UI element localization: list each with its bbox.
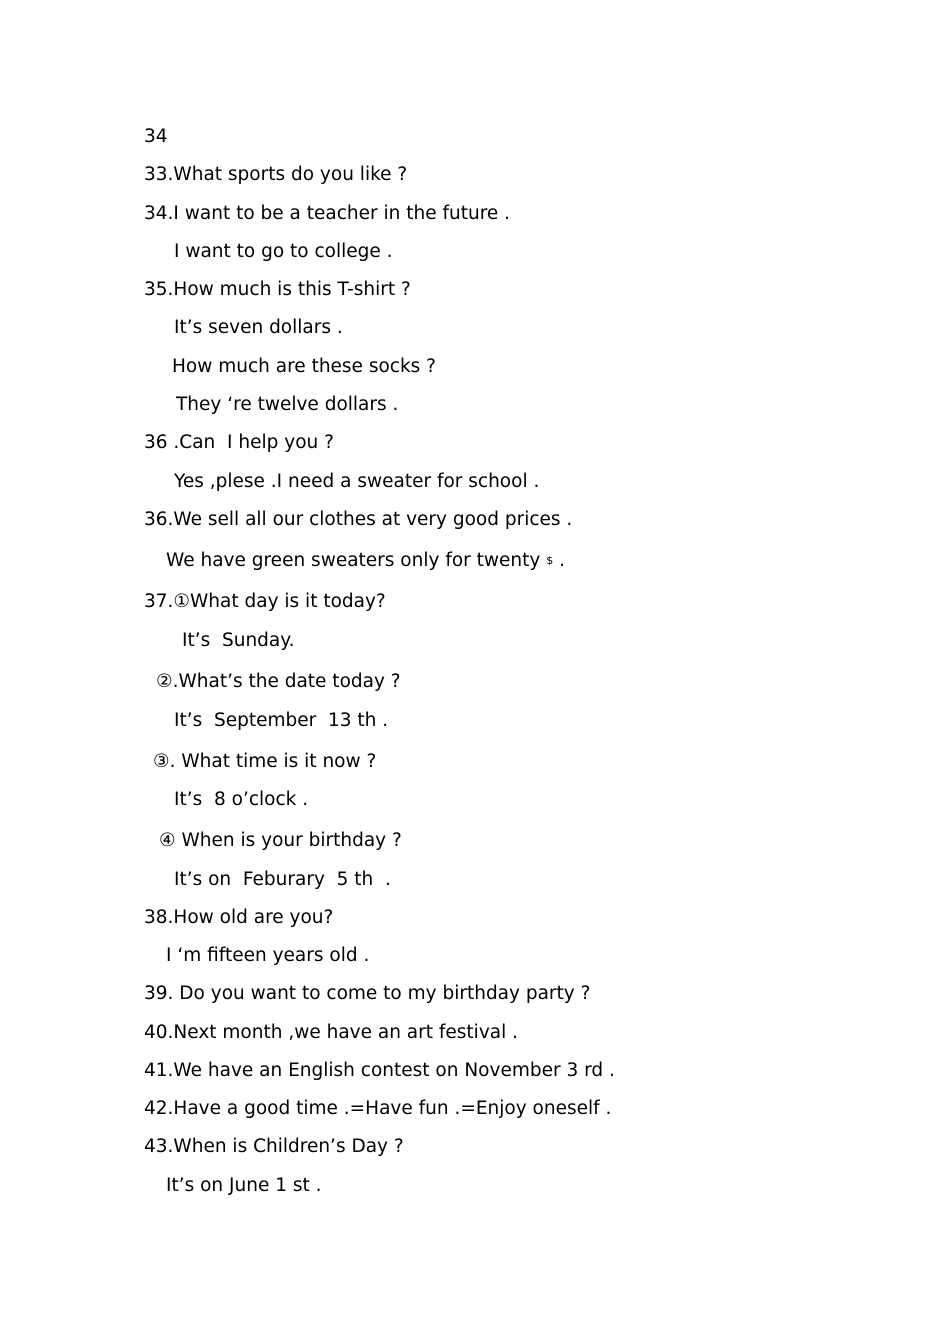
text-line: ④ When is your birthday ? xyxy=(159,830,402,851)
text-line: I ‘m fifteen years old . xyxy=(166,945,370,966)
dollar-symbol: $ xyxy=(546,554,554,567)
text-line: ③. What time is it now ? xyxy=(153,751,377,772)
text-line: It’s Sunday. xyxy=(182,630,295,651)
text-line: ②.What’s the date today ? xyxy=(156,671,401,692)
text-line: 38.How old are you? xyxy=(144,907,334,928)
text-line: 42.Have a good time .=Have fun .=Enjoy oneself . xyxy=(144,1098,612,1119)
text-line: How much are these socks ? xyxy=(172,356,437,377)
text-line: 37.①What day is it today? xyxy=(144,591,386,612)
text-line: It’s on June 1 st . xyxy=(166,1175,322,1196)
text-line: 40.Next month ,we have an art festival . xyxy=(144,1022,519,1043)
text-line: It’s 8 o’clock . xyxy=(174,789,309,810)
text-line: 36 .Can I help you ? xyxy=(144,432,334,453)
text-line: I want to go to college . xyxy=(174,241,393,262)
text-line: Yes ,plese .I need a sweater for school . xyxy=(174,471,540,492)
text-line: We have green sweaters only for twenty xyxy=(166,550,541,571)
text-line: 34.I want to be a teacher in the future . xyxy=(144,203,511,224)
line-tail: . xyxy=(553,550,565,571)
text-line: 39. Do you want to come to my birthday party ? xyxy=(144,983,591,1004)
text-line: 41.We have an English contest on November 3 rd . xyxy=(144,1060,615,1081)
text-line: It’s September 13 th . xyxy=(174,710,389,731)
text-line: It’s seven dollars . xyxy=(174,317,343,338)
page-number: 34 xyxy=(144,126,168,147)
text-line: 43.When is Children’s Day ? xyxy=(144,1136,404,1157)
text-line: 36.We sell all our clothes at very good prices . xyxy=(144,509,573,530)
text-line-with-symbol xyxy=(166,549,565,573)
text-line: It’s on Feburary 5 th . xyxy=(174,869,391,890)
text-line: 35.How much is this T-shirt ? xyxy=(144,279,411,300)
text-line: 33.What sports do you like ? xyxy=(144,164,408,185)
text-line: They ‘re twelve dollars . xyxy=(176,394,399,415)
